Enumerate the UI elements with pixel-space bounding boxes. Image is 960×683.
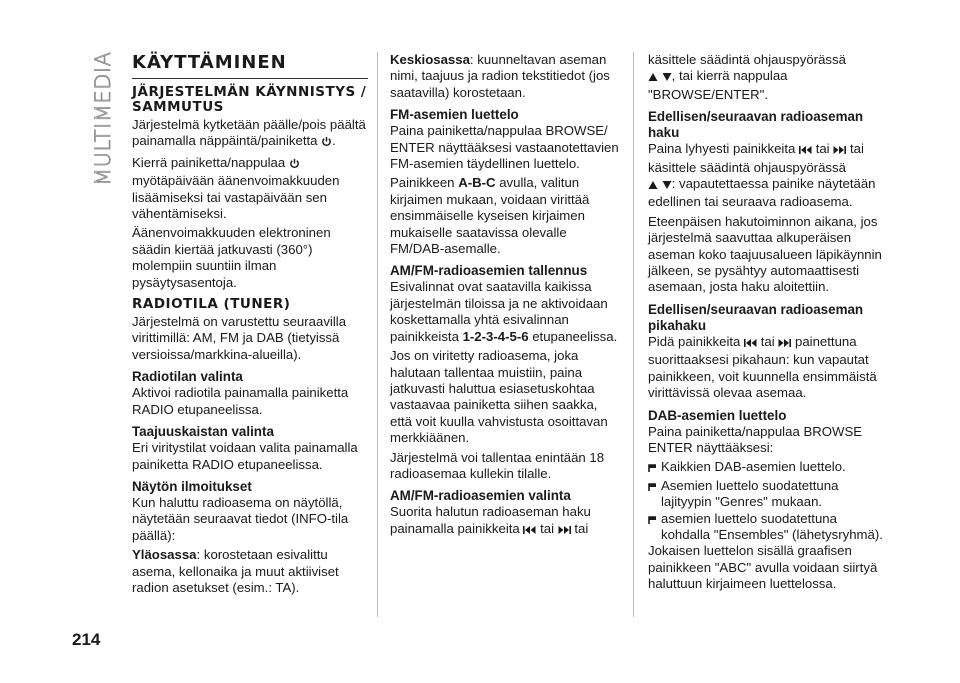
subheading: AM/FM-radioasemien valinta (390, 488, 571, 504)
paragraph: Järjestelmä kytketään päälle/pois päältä painamalla näppäintä/painiketta . (132, 117, 368, 152)
skip-forward-icon (558, 523, 571, 539)
paragraph: Pidä painikkeita tai painettuna suorittaaksesi pikahaun: kun vapautat painikkeen, voit kuunnella ensimmäistä virittävissä olevaa asemaa. (648, 333, 877, 401)
paragraph: Paina lyhyesti painikkeita tai tai käsittele säädintä ohjauspyörässä : vapautettaessa painike näytetään edellinen tai seuraava radioasema. (648, 141, 876, 210)
skip-back-icon (523, 523, 536, 539)
subheading: DAB-asemien luettelo (648, 407, 787, 423)
column-1 (132, 52, 368, 599)
sidebar-label-text: MULTIMEDIA (91, 51, 115, 186)
paragraph: Kierrä painiketta/nappulaa myötäpäivään äänenvoimakkuuden lisäämiseksi tai vastapäivään sen vähentämiseksi. (132, 154, 340, 222)
paragraph: Suorita halutun radioaseman haku painamalla painikkeita tai tai (390, 504, 622, 539)
section-sidebar-label (84, 48, 118, 188)
paragraph: Jos on viritetty radioasema, joka halutaan tallentaa muistiin, paina jatkuvasti haluttua esiasetuskohtaa vastaavaa painiketta siihen saakka, että voit kuulla vahvistusta osoittavan merkkiäänen. (390, 348, 608, 446)
skip-forward-icon (778, 336, 791, 352)
arrow-down-icon (662, 178, 672, 194)
skip-forward-icon (833, 143, 846, 159)
chapter-title: KÄYTTÄMINEN (132, 52, 368, 79)
arrow-up-icon (648, 178, 658, 194)
column-divider (633, 52, 634, 617)
subheading: Radiotilan valinta (132, 369, 243, 385)
column-3 (648, 52, 884, 596)
skip-back-icon (799, 143, 812, 159)
paragraph: Järjestelmä on varustettu seuraavilla virittimillä: AM, FM ja DAB (tietyissä versioissa/markkina-alueilla). (132, 314, 347, 362)
power-icon (321, 135, 332, 151)
bullet-marker-icon (648, 513, 657, 529)
list-item: Kaikkien DAB-asemien luettelo. (648, 459, 884, 477)
section-title-power: JÄRJESTELMÄN KÄYNNISTYS / SAMMUTUS (132, 84, 367, 115)
list-item: Asemien luettelo suodatettuna lajityypin "Genres" mukaan. (648, 478, 884, 511)
page-number: 214 (72, 630, 101, 649)
list-item: asemien luettelo suodatettuna kohdalla "Ensembles" (lähetysryhmä). (648, 511, 884, 544)
bullet-marker-icon (648, 480, 657, 496)
power-icon (289, 157, 300, 173)
subheading: AM/FM-radioasemien tallennus (390, 263, 588, 279)
paragraph: Äänenvoimakkuuden elektroninen säädin kiertää jatkuvasti (360°) molempiin suuntiin ilman pysäytysasentoja. (132, 225, 331, 290)
paragraph: Eri viritystilat voidaan valita painamalla painiketta RADIO etupaneelissa. (132, 440, 358, 472)
paragraph: Yläosassa: korostetaan esivalittu asema, kellonaika ja muut aktiiviset radion asetukset (esim.: TA). (132, 547, 339, 595)
paragraph: Paina painiketta/nappulaa BROWSE ENTER näyttääksesi: (648, 423, 863, 455)
paragraph: Paina painiketta/nappulaa BROWSE/ ENTER näyttääksesi vastaanotettavien FM-asemien täydellinen luettelo. (390, 123, 619, 172)
paragraph: Esivalinnat ovat saatavilla kaikissa järjestelmän tiloissa ja ne aktivoidaan koskettamalla yhtä esivalinnan painikkeista 1-2-3-4-5-6 etupaneelissa. (390, 279, 618, 344)
skip-back-icon (744, 336, 757, 352)
paragraph: Aktivoi radiotila painamalla painiketta RADIO etupaneelissa. (132, 385, 349, 417)
paragraph: Eteenpäisen hakutoiminnon aikana, jos järjestelmä saavuttaa alkuperäisen aseman koko taajuusalueen läpikäynnin jälkeen, se pysähtyy automaattisesti asemaan, josta haku aloitettiin. (648, 213, 882, 295)
subheading: Näytön ilmoitukset (132, 478, 252, 494)
paragraph: Järjestelmä voi tallentaa enintään 18 radioasemaa kullekin tilalle. (390, 449, 605, 481)
arrow-down-icon (662, 70, 672, 86)
bullet-marker-icon (648, 461, 657, 477)
subheading: FM-asemien luettelo (390, 107, 519, 123)
column-divider (377, 52, 378, 617)
paragraph: Painikkeen A-B-C avulla, valitun kirjaimen mukaan, voidaan virittää ensimmäiselle kyseisen kirjaimen mukaiselle saatavissa olevalle FM/DAB-asemalle. (390, 175, 590, 257)
column-2 (390, 52, 622, 542)
paragraph: Keskiosassa: kuunneltavan aseman nimi, taajuus ja radion tekstitiedot (jos saatavilla) korostetaan. (390, 52, 610, 100)
section-title-radio: RADIOTILA (TUNER) (132, 296, 291, 313)
paragraph: Jokaisen luettelon sisällä graafisen painikkeen "ABC" avulla voidaan siirtyä haluttuun kirjaimeen luettelossa. (648, 543, 878, 592)
subheading: Edellisen/seuraavan radioaseman haku (648, 109, 864, 141)
paragraph: käsittele säädintä ohjauspyörässä , tai kierrä nappulaa "BROWSE/ENTER". (648, 52, 846, 102)
subheading: Taajuuskaistan valinta (132, 424, 274, 440)
paragraph: Kun haluttu radioasema on näytöllä, näytetään seuraavat tiedot (INFO-tila päällä): (132, 494, 349, 543)
arrow-up-icon (648, 70, 658, 86)
subheading: Edellisen/seuraavan radioaseman pikahaku (648, 301, 864, 333)
